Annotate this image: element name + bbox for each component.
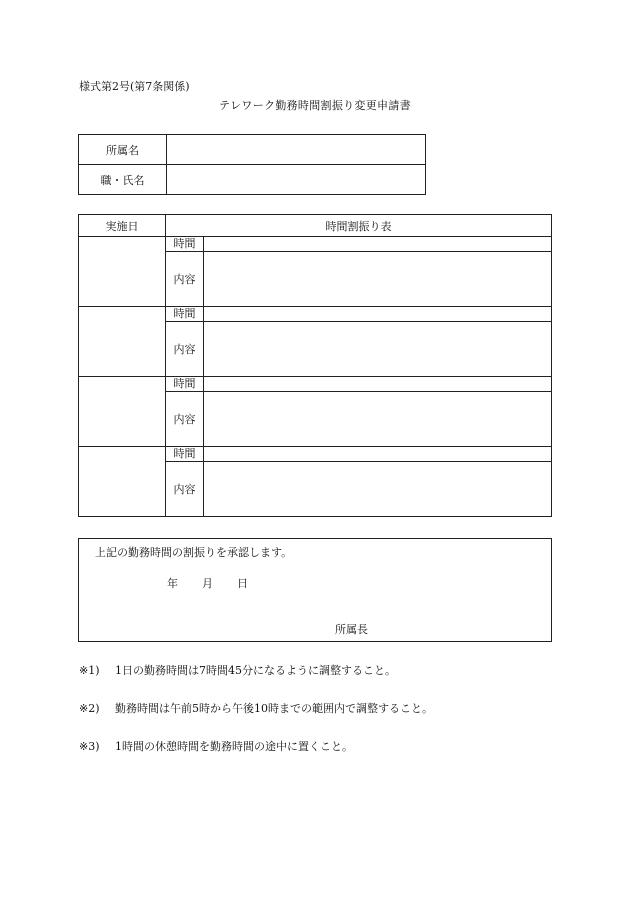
- date-cell[interactable]: [79, 447, 166, 517]
- time-label: 時間: [166, 377, 204, 392]
- form-number: 様式第2号(第7条関係): [79, 80, 190, 93]
- document-title: テレワーク勤務時間割振り変更申請書: [219, 99, 411, 112]
- year-label: 年: [167, 577, 178, 590]
- note-3: [79, 740, 353, 754]
- month-label: 月: [202, 577, 213, 590]
- approver-label: 所属長: [335, 623, 368, 636]
- content-field[interactable]: [204, 322, 552, 377]
- time-field[interactable]: [204, 237, 552, 252]
- time-label: 時間: [166, 237, 204, 252]
- time-field[interactable]: [204, 307, 552, 322]
- date-cell[interactable]: [79, 377, 166, 447]
- position-name-field[interactable]: [167, 165, 426, 195]
- date-cell[interactable]: [79, 237, 166, 307]
- note-1: [79, 664, 396, 678]
- time-row: [79, 377, 552, 392]
- applicant-table: [78, 134, 426, 195]
- time-field[interactable]: [204, 447, 552, 462]
- day-label: 日: [237, 577, 248, 590]
- schedule-column-header: 時間割振り表: [166, 215, 552, 237]
- date-column-header: 実施日: [79, 215, 166, 237]
- content-label: 内容: [166, 322, 204, 377]
- note-2: [79, 702, 433, 716]
- note-mark: ※3): [79, 740, 100, 753]
- note-mark: ※1): [79, 664, 100, 677]
- time-row: [79, 307, 552, 322]
- approval-statement: 上記の勤務時間の割振りを承認します。: [95, 546, 293, 559]
- schedule-table: [78, 214, 552, 517]
- note-text: 1時間の休憩時間を勤務時間の途中に置くこと。: [115, 740, 353, 753]
- time-label: 時間: [166, 307, 204, 322]
- affiliation-row: [79, 135, 426, 165]
- time-row: [79, 447, 552, 462]
- approval-date-line: [167, 577, 248, 591]
- date-cell[interactable]: [79, 307, 166, 377]
- content-label: 内容: [166, 462, 204, 517]
- approval-box: [78, 538, 552, 642]
- content-label: 内容: [166, 392, 204, 447]
- time-field[interactable]: [204, 377, 552, 392]
- time-row: [79, 237, 552, 252]
- position-name-label: 職・氏名: [79, 165, 167, 195]
- content-label: 内容: [166, 252, 204, 307]
- content-field[interactable]: [204, 462, 552, 517]
- note-text: 勤務時間は午前5時から午後10時までの範囲内で調整すること。: [115, 702, 433, 715]
- content-field[interactable]: [204, 392, 552, 447]
- affiliation-field[interactable]: [167, 135, 426, 165]
- schedule-header-row: [79, 215, 552, 237]
- time-label: 時間: [166, 447, 204, 462]
- position-name-row: [79, 165, 426, 195]
- note-mark: ※2): [79, 702, 100, 715]
- content-field[interactable]: [204, 252, 552, 307]
- note-text: 1日の勤務時間は7時間45分になるように調整すること。: [115, 664, 396, 677]
- affiliation-label: 所属名: [79, 135, 167, 165]
